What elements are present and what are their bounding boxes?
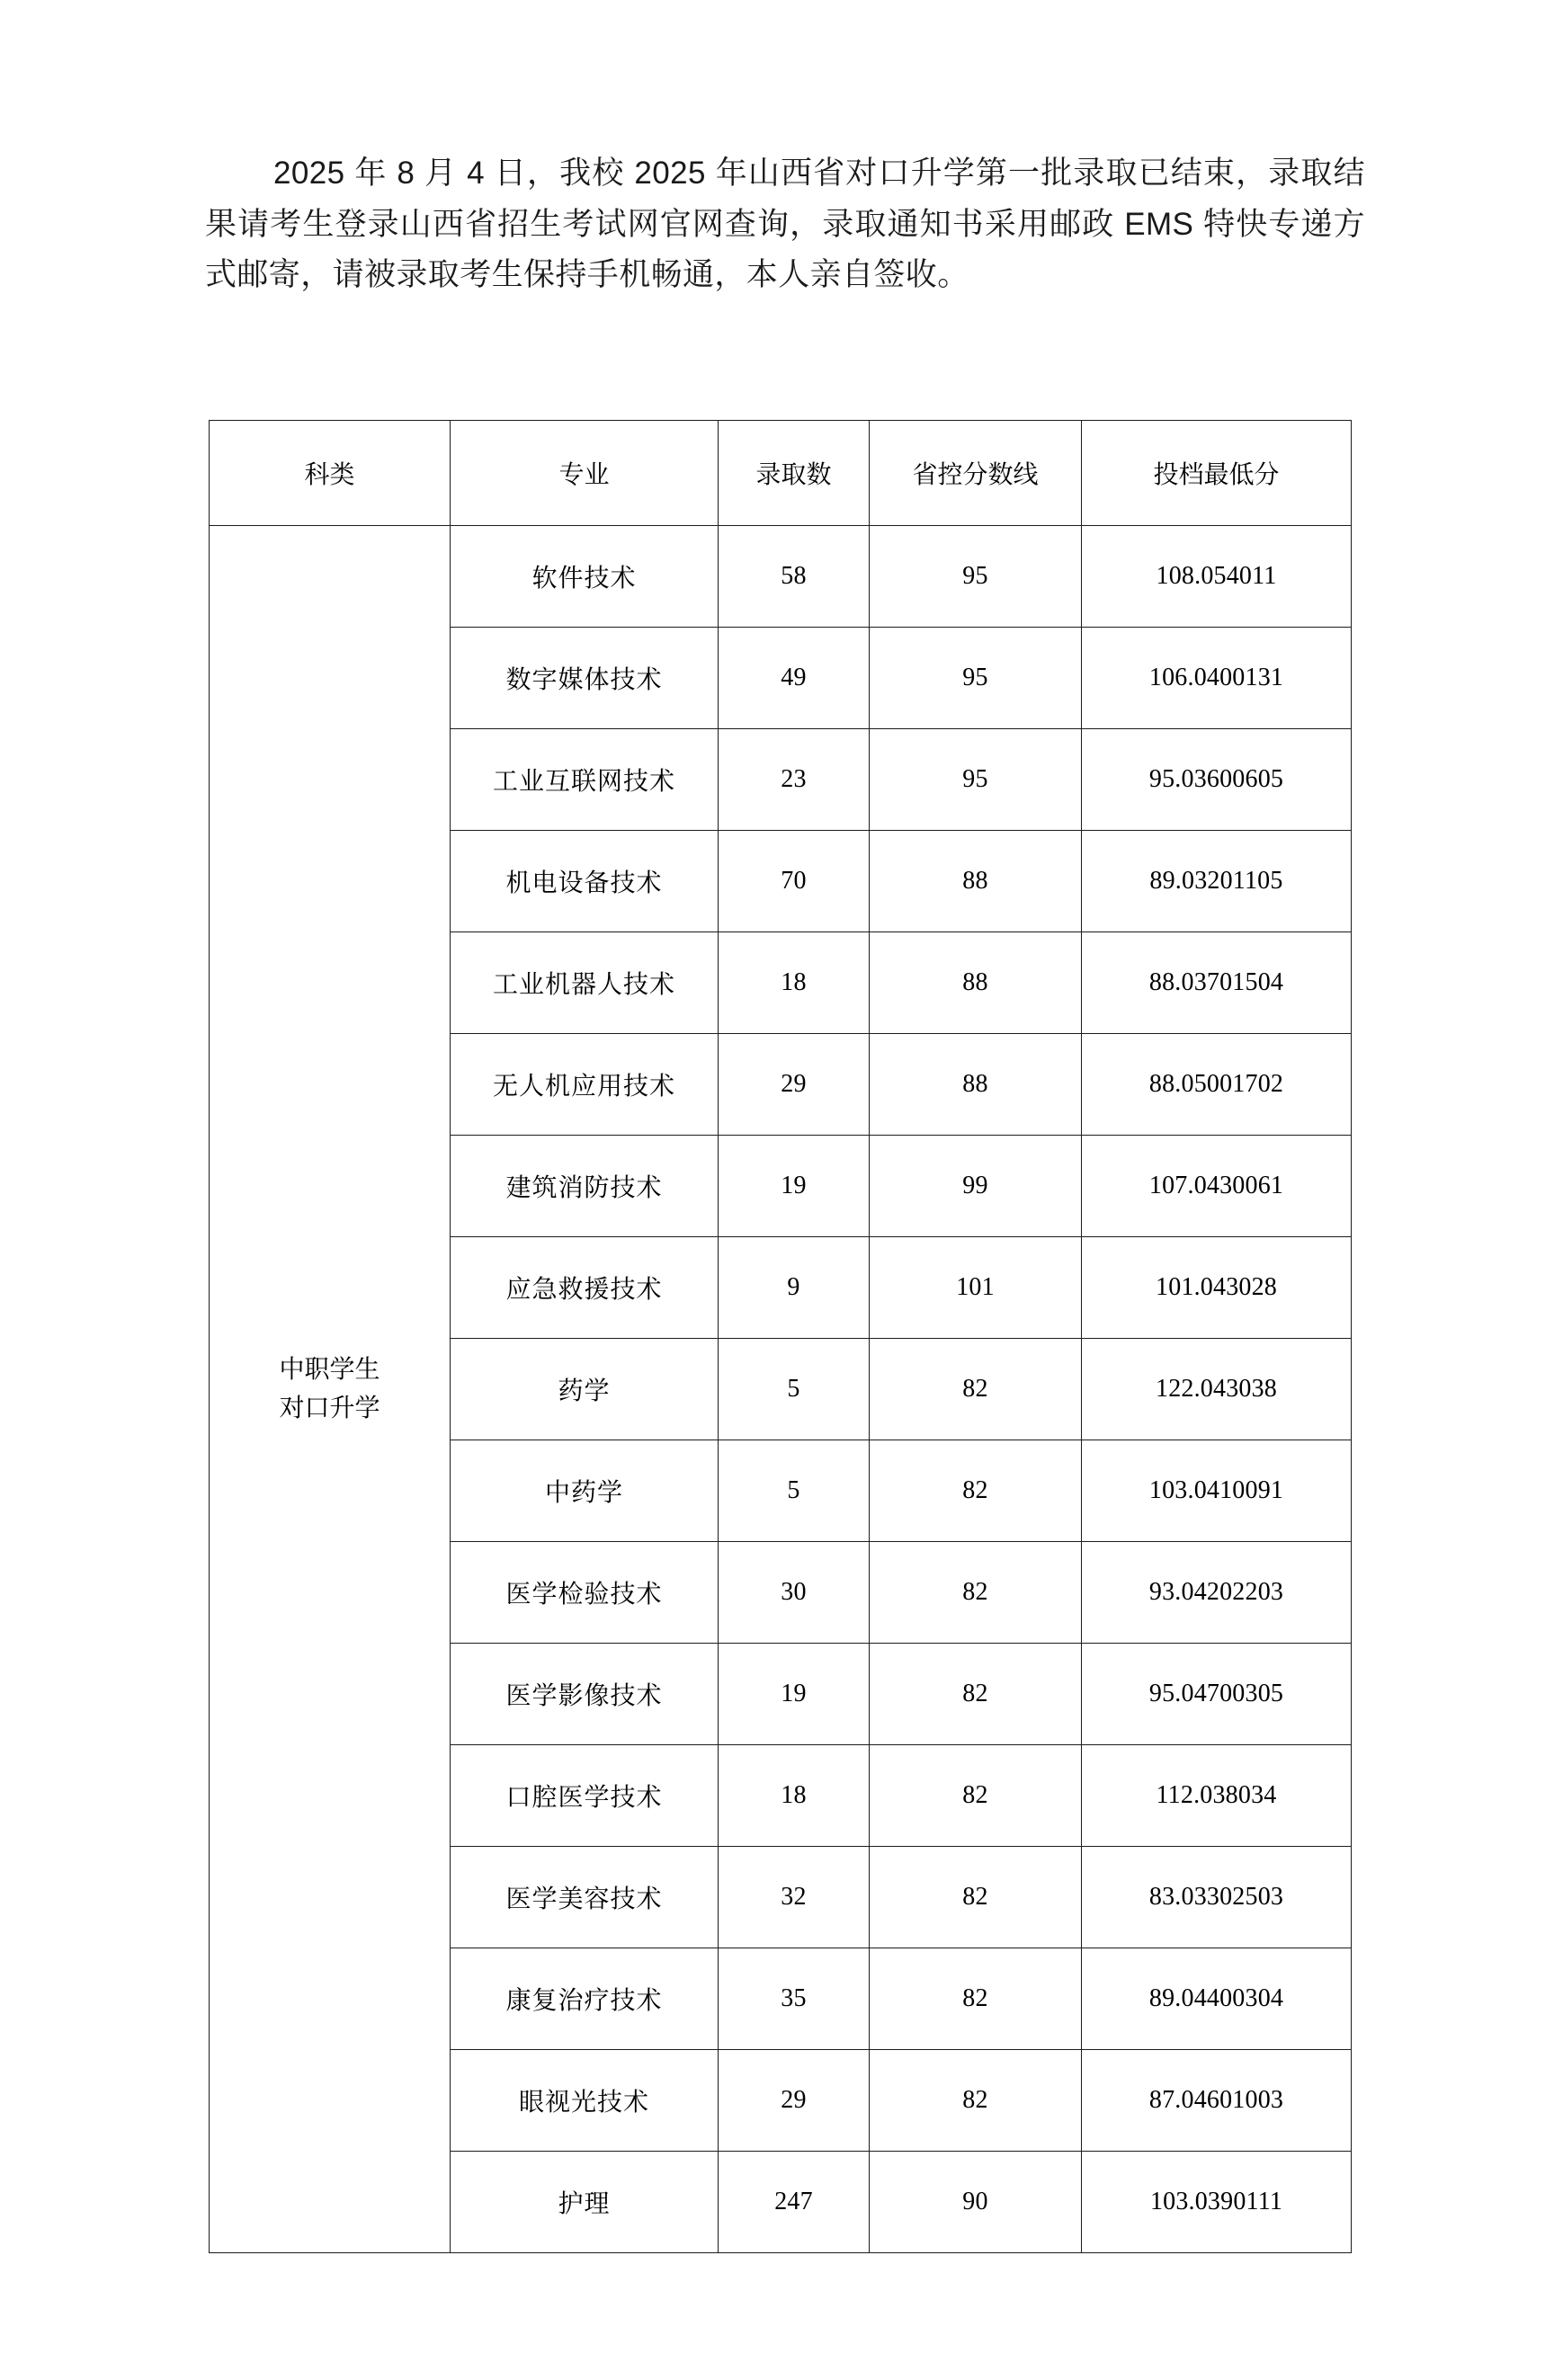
admitted-count-cell: 18	[719, 1745, 870, 1847]
admitted-count-cell: 32	[719, 1847, 870, 1948]
min-score-cell: 95.04700305	[1082, 1644, 1352, 1745]
major-cell: 数字媒体技术	[451, 628, 719, 729]
major-cell: 软件技术	[451, 526, 719, 628]
header-cell-min-score: 投档最低分	[1082, 421, 1352, 526]
major-cell: 建筑消防技术	[451, 1136, 719, 1237]
min-score-cell: 106.0400131	[1082, 628, 1352, 729]
major-cell: 眼视光技术	[451, 2050, 719, 2152]
table-header-row	[210, 421, 1352, 526]
min-score-cell: 103.0390111	[1082, 2152, 1352, 2253]
min-score-cell: 101.043028	[1082, 1237, 1352, 1339]
major-cell: 医学检验技术	[451, 1542, 719, 1644]
provincial-line-cell: 82	[870, 1644, 1082, 1745]
admitted-count-cell: 49	[719, 628, 870, 729]
admitted-count-cell: 9	[719, 1237, 870, 1339]
admitted-count-cell: 19	[719, 1644, 870, 1745]
admission-score-table	[209, 420, 1352, 2253]
major-cell: 康复治疗技术	[451, 1948, 719, 2050]
intro-paragraph: 2025 年 8 月 4 日，我校 2025 年山西省对口升学第一批录取已结束，录取结果请考生登录山西省招生考试网官网查询，录取通知书采用邮政 EMS 特快专递方式邮寄，请被录取考生保持手机畅通，本人亲自签收。	[205, 156, 1365, 293]
provincial-line-cell: 88	[870, 1034, 1082, 1136]
provincial-line-cell: 82	[870, 1542, 1082, 1644]
admitted-count-cell: 5	[719, 1440, 870, 1542]
min-score-cell: 108.054011	[1082, 526, 1352, 628]
provincial-line-cell: 88	[870, 831, 1082, 932]
provincial-line-cell: 90	[870, 2152, 1082, 2253]
major-cell: 药学	[451, 1339, 719, 1440]
provincial-line-cell: 82	[870, 1440, 1082, 1542]
major-cell: 无人机应用技术	[451, 1034, 719, 1136]
admitted-count-cell: 19	[719, 1136, 870, 1237]
admitted-count-cell: 30	[719, 1542, 870, 1644]
major-cell: 医学美容技术	[451, 1847, 719, 1948]
header-cell-category: 科类	[210, 421, 451, 526]
provincial-line-cell: 82	[870, 1847, 1082, 1948]
admitted-count-cell: 35	[719, 1948, 870, 2050]
provincial-line-cell: 82	[870, 1745, 1082, 1847]
major-cell: 机电设备技术	[451, 831, 719, 932]
min-score-cell: 87.04601003	[1082, 2050, 1352, 2152]
admitted-count-cell: 18	[719, 932, 870, 1034]
provincial-line-cell: 82	[870, 1339, 1082, 1440]
category-line-1: 中职学生	[279, 1355, 380, 1384]
admitted-count-cell: 29	[719, 1034, 870, 1136]
major-cell: 中药学	[451, 1440, 719, 1542]
admitted-count-cell: 29	[719, 2050, 870, 2152]
provincial-line-cell: 82	[870, 1948, 1082, 2050]
category-line-2: 对口升学	[279, 1395, 380, 1422]
min-score-cell: 88.05001702	[1082, 1034, 1352, 1136]
admitted-count-cell: 5	[719, 1339, 870, 1440]
admitted-count-cell: 247	[719, 2152, 870, 2253]
table-header	[210, 421, 1352, 526]
category-cell	[210, 526, 451, 2253]
admitted-count-cell: 23	[719, 729, 870, 831]
provincial-line-cell: 95	[870, 729, 1082, 831]
min-score-cell: 95.03600605	[1082, 729, 1352, 831]
admission-table-container	[209, 420, 1351, 2253]
provincial-line-cell: 82	[870, 2050, 1082, 2152]
provincial-line-cell: 95	[870, 526, 1082, 628]
major-cell: 医学影像技术	[451, 1644, 719, 1745]
min-score-cell: 89.04400304	[1082, 1948, 1352, 2050]
table-row	[210, 526, 1352, 628]
min-score-cell: 93.04202203	[1082, 1542, 1352, 1644]
min-score-cell: 107.0430061	[1082, 1136, 1352, 1237]
min-score-cell: 112.038034	[1082, 1745, 1352, 1847]
header-cell-provincial-line: 省控分数线	[870, 421, 1082, 526]
major-cell: 工业机器人技术	[451, 932, 719, 1034]
major-cell: 口腔医学技术	[451, 1745, 719, 1847]
major-cell: 工业互联网技术	[451, 729, 719, 831]
min-score-cell: 89.03201105	[1082, 831, 1352, 932]
header-cell-major: 专业	[451, 421, 719, 526]
provincial-line-cell: 95	[870, 628, 1082, 729]
table-body	[210, 526, 1352, 2253]
provincial-line-cell: 99	[870, 1136, 1082, 1237]
min-score-cell: 83.03302503	[1082, 1847, 1352, 1948]
admitted-count-cell: 58	[719, 526, 870, 628]
provincial-line-cell: 101	[870, 1237, 1082, 1339]
min-score-cell: 122.043038	[1082, 1339, 1352, 1440]
major-cell: 护理	[451, 2152, 719, 2253]
min-score-cell: 103.0410091	[1082, 1440, 1352, 1542]
header-cell-count: 录取数	[719, 421, 870, 526]
min-score-cell: 88.03701504	[1082, 932, 1352, 1034]
admitted-count-cell: 70	[719, 831, 870, 932]
provincial-line-cell: 88	[870, 932, 1082, 1034]
major-cell: 应急救援技术	[451, 1237, 719, 1339]
